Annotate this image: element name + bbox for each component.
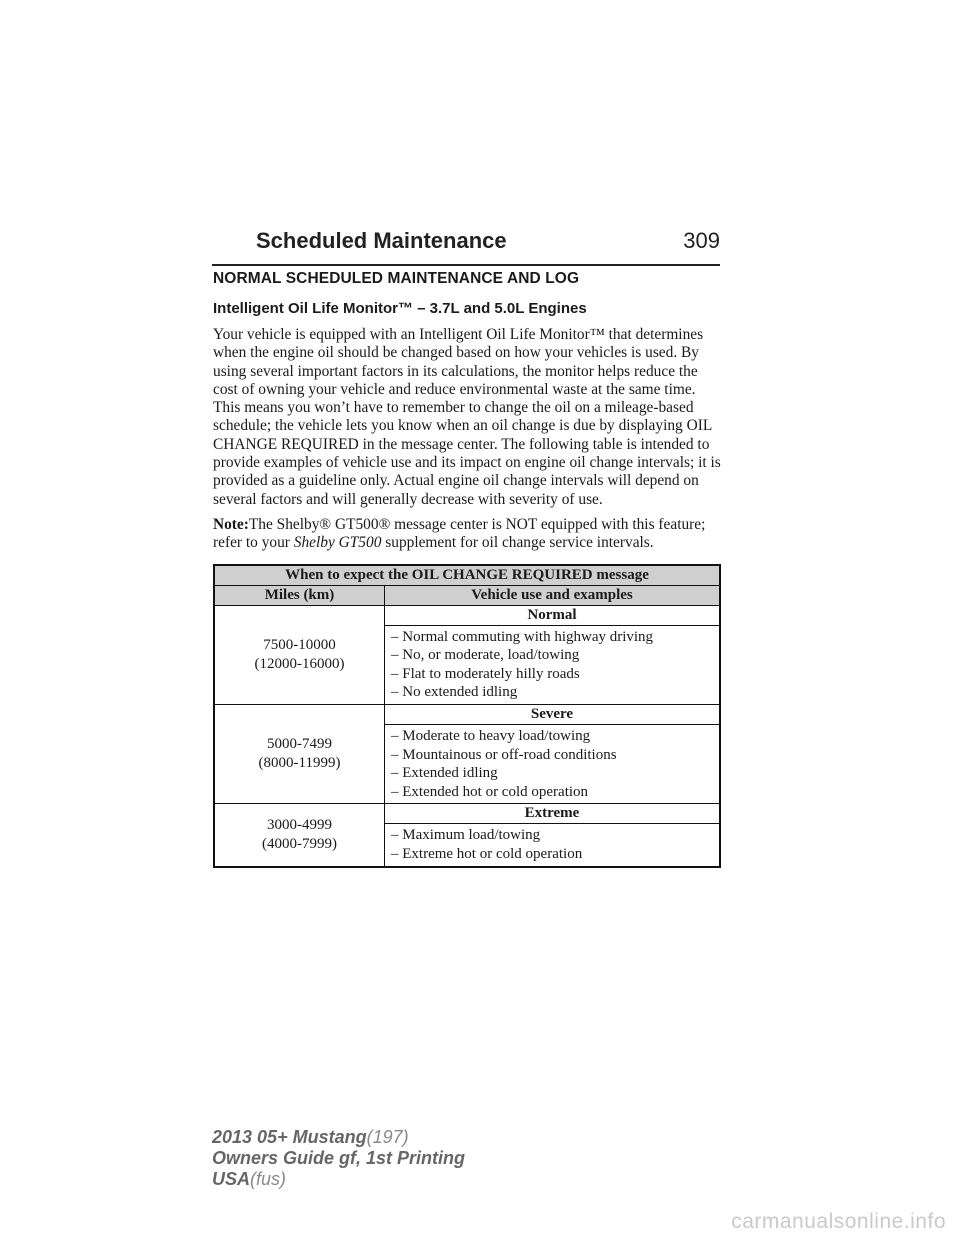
page-number: 309: [683, 228, 720, 253]
note-text-1: The Shelby® GT500® message center is NOT equipped with this feature; refer to your: [213, 515, 706, 552]
table-title: When to expect the OIL CHANGE REQUIRED message: [214, 565, 720, 586]
use-category: Normal: [385, 605, 721, 625]
km-range: (4000-7999): [262, 835, 337, 852]
note-italic-title: Shelby GT500: [293, 534, 382, 552]
body-paragraph: Your vehicle is equipped with an Intelligent Oil Life Monitor™ that determines when the engine oil should be changed based on how your vehicles is used. By using several important factors in its calculations, the monitor helps reduce the cost of owning your vehicle and reduce environmental waste at the same time. This means you won’t have to remember to change the oil on a mileage-based schedule; the vehicle lets you know when an oil change is due by displaying OIL CHANGE REQUIRED in the message center. The following table is intended to provide examples of vehicle use and its impact on engine oil change intervals; it is provided as a guideline only. Actual engine oil change intervals will depend on several factors and will generally decrease with severity of use.: [213, 326, 721, 508]
list-item: – Mountainous or off-road conditions: [391, 746, 617, 763]
miles-range: 5000-7499: [267, 736, 332, 753]
footer-edition: Owners Guide gf, 1st Printing: [212, 1148, 466, 1168]
watermark: carmanualsonline.info: [731, 1210, 946, 1233]
list-item: – Moderate to heavy load/towing: [391, 727, 591, 744]
list-item: – Extended hot or cold operation: [391, 783, 589, 800]
miles-range: 7500-10000: [263, 636, 336, 653]
table-row: [214, 804, 720, 824]
use-category: Extreme: [385, 804, 721, 824]
list-item: – Flat to moderately hilly roads: [391, 665, 580, 682]
footer-model: 2013 05+ Mustang: [212, 1127, 367, 1147]
miles-cell: [214, 704, 385, 803]
note-text-2: supplement for oil change service intervals.: [381, 534, 654, 552]
note-label: Note:: [213, 515, 249, 533]
list-item: – Extreme hot or cold operation: [391, 845, 583, 862]
km-range: (12000-16000): [254, 655, 345, 672]
use-examples: [385, 724, 721, 803]
section-title: NORMAL SCHEDULED MAINTENANCE AND LOG: [213, 270, 580, 287]
list-item: – No, or moderate, load/towing: [391, 647, 580, 664]
use-category: Severe: [385, 704, 721, 724]
miles-range: 3000-4999: [267, 816, 332, 833]
footer-market: USA: [212, 1169, 251, 1189]
footer-code: (197): [366, 1127, 409, 1147]
page-header: [212, 228, 720, 266]
page-content: [213, 270, 721, 868]
column-header-use: Vehicle use and examples: [385, 585, 721, 605]
table-row: [214, 605, 720, 625]
note-paragraph: [213, 516, 721, 553]
column-header-miles: Miles (km): [214, 585, 385, 605]
list-item: – Normal commuting with highway driving: [391, 628, 654, 645]
km-range: (8000-11999): [258, 755, 341, 772]
use-examples: [385, 625, 721, 704]
chapter-title: Scheduled Maintenance: [256, 228, 507, 253]
miles-cell: [214, 605, 385, 704]
list-item: – Extended idling: [391, 765, 498, 782]
table-row: [214, 704, 720, 724]
use-examples: [385, 824, 721, 867]
miles-cell: [214, 804, 385, 867]
subsection-title: Intelligent Oil Life Monitor™ – 3.7L and 5.0L Engines: [213, 300, 587, 317]
list-item: – No extended idling: [391, 684, 518, 701]
oil-change-table: [213, 564, 721, 868]
print-footer: [212, 1127, 465, 1190]
footer-market-code: (fus): [250, 1169, 287, 1189]
list-item: – Maximum load/towing: [391, 827, 541, 844]
